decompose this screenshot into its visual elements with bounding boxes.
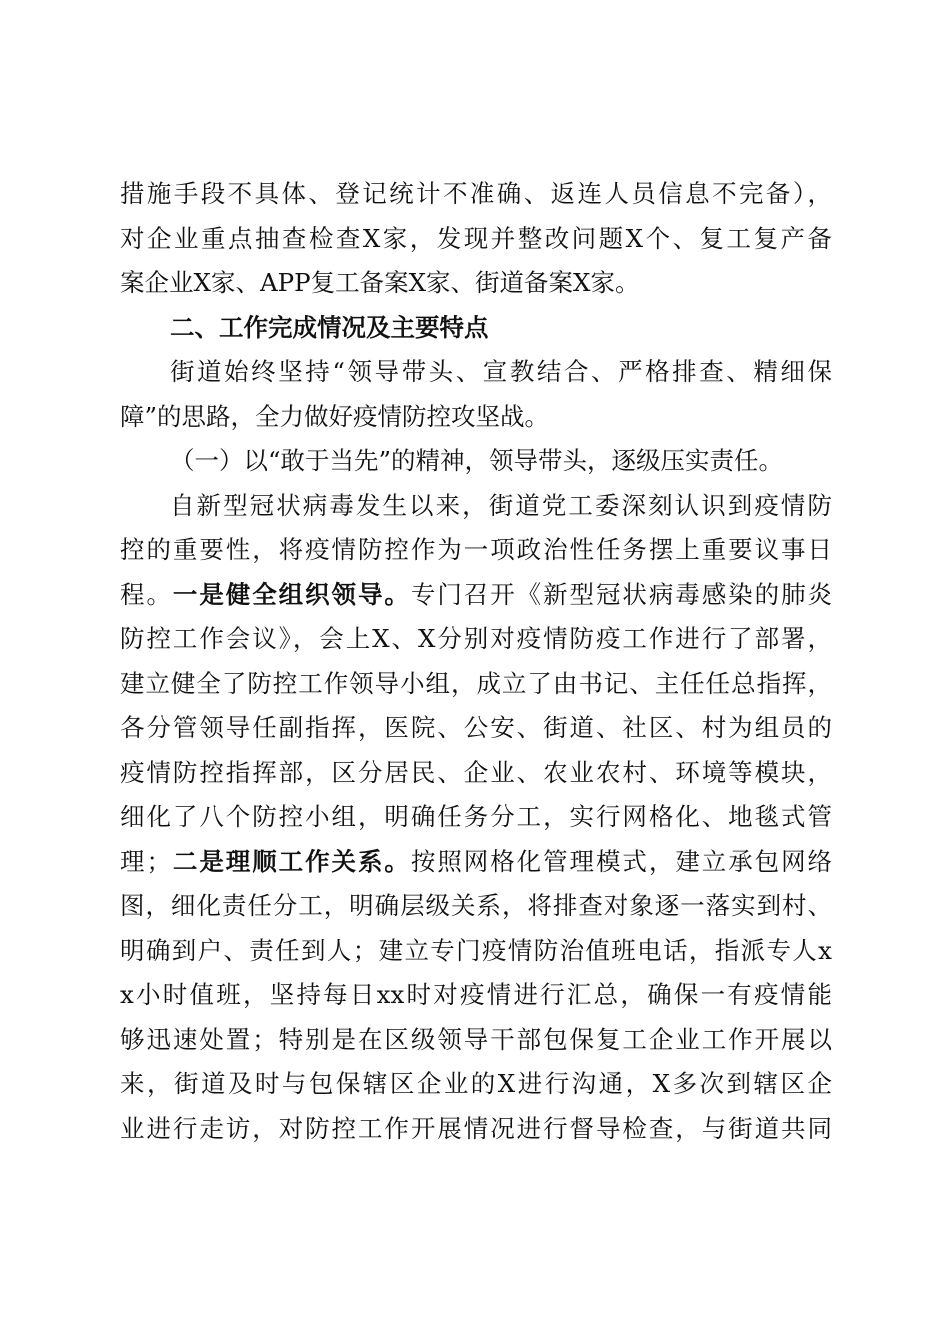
- text-segment: 按照网格化管理模式，建立承包网络: [410, 846, 833, 876]
- section-heading: 二、工作完成情况及主要特点: [170, 312, 489, 342]
- text-line: x小时值班，坚持每日xx时对疫情进行汇总，确保一有疫情能: [120, 980, 832, 1009]
- text-line: 够迅速处置；特别是在区级领导干部包保复工企业工作开展以: [120, 1024, 832, 1054]
- bold-lead-phrase: 二是理顺工作关系。: [170, 846, 411, 876]
- text-line: 细化了八个防控小组，明确任务分工，实行网格化、地毯式管: [120, 802, 832, 831]
- text-line: 对企业重点抽查检查X家，发现并整改问题X个、复工复产备: [120, 223, 832, 253]
- text-line: 业进行走访，对防控工作开展情况进行督导检查，与街道共同: [120, 1113, 832, 1143]
- text-line: 来，街道及时与包保辖区企业的X进行沟通，X多次到辖区企: [120, 1069, 832, 1098]
- text-segment: 程。: [120, 579, 173, 609]
- text-line: 图，细化责任分工，明确层级关系，将排查对象逐一落实到村、: [120, 891, 832, 920]
- text-line: 疫情防控指挥部，区分居民、企业、农业农村、环境等模块，: [120, 757, 832, 787]
- text-line: 控的重要性，将疫情防控作为一项政治性任务摆上重要议事日: [120, 535, 832, 564]
- document-body: [120, 172, 832, 1151]
- text-line: 建立健全了防控工作领导小组，成立了由书记、主任任总指挥，: [120, 668, 832, 698]
- text-line: 各分管领导任副指挥，医院、公安、街道、社区、村为组员的: [120, 713, 832, 742]
- text-line: 自新型冠状病毒发生以来，街道党工委深刻认识到疫情防: [170, 490, 832, 520]
- text-line: 案企业X家、APP复工备案X家、街道备案X家。: [120, 268, 640, 297]
- text-line: 障”的思路，全力做好疫情防控攻坚战。: [120, 401, 550, 431]
- bold-lead-phrase: 一是健全组织领导。: [172, 579, 411, 609]
- text-segment: 专门召开《新型冠状病毒感染的肺炎: [410, 579, 833, 609]
- text-line: 明确到户、责任到人；建立专门疫情防治值班电话，指派专人x: [120, 935, 832, 965]
- text-line-mixed: [120, 840, 832, 885]
- text-line: 防控工作会议》，会上X、X分别对疫情防疫工作进行了部署，: [120, 624, 832, 653]
- text-line: 措施手段不具体、登记统计不准确、返连人员信息不完备），: [120, 179, 832, 208]
- text-segment: 理；: [120, 846, 171, 876]
- text-line: 街道始终坚持“领导带头、宣教结合、严格排查、精细保: [170, 357, 832, 386]
- text-line-mixed: [120, 573, 832, 618]
- subsection-heading: （一）以“敢于当先”的精神，领导带头，逐级压实责任。: [170, 446, 784, 475]
